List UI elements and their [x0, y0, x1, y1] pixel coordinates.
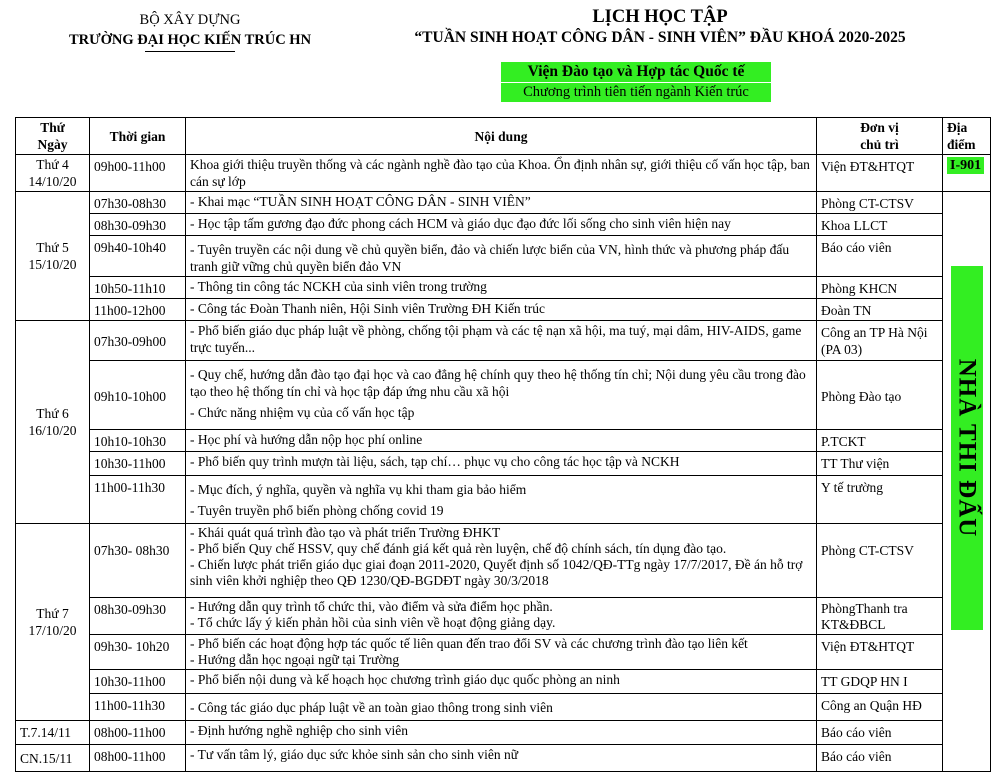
content-cell: - Học phí và hướng dẫn nộp học phí online [186, 430, 817, 452]
time-cell: 10h30-11h00 [90, 670, 186, 694]
unit-cell: Viện ĐT&HTQT [817, 155, 943, 192]
content-cell: - Phổ biến quy trình mượn tài liệu, sách, tạp chí… phục vụ cho công tác học tập và NCKH [186, 452, 817, 476]
table-row [16, 452, 991, 476]
content-cell: - Phổ biến nội dung và kế hoạch học chương trình giáo dục quốc phòng an ninh [186, 670, 817, 694]
ministry-name: BỘ XÂY DỰNG [139, 12, 241, 28]
room-label: I-901 [947, 157, 984, 174]
unit-cell: Khoa LLCT [817, 214, 943, 236]
table-row [16, 670, 991, 694]
content-cell: - Tư vấn tâm lý, giáo dục sức khỏe sinh sản cho sinh viên nữ [186, 745, 817, 772]
col-header-time: Thời gian [90, 118, 186, 155]
content-cell: - Khai mạc “TUẦN SINH HOẠT CÔNG DÂN - SINH VIÊN” [186, 192, 817, 214]
col-header-day: Thứ Ngày [16, 118, 90, 155]
unit-cell: Y tế trường [817, 476, 943, 524]
header-left [40, 10, 340, 52]
content-cell: - Mục đích, ý nghĩa, quyền và nghĩa vụ khi tham gia bảo hiểm - Tuyên truyền phổ biến phòng chống covid 19 [186, 476, 817, 524]
time-cell: 10h10-10h30 [90, 430, 186, 452]
table-row [16, 476, 991, 524]
day-cell: Thứ 7 17/10/20 [16, 524, 90, 721]
table-row [16, 192, 991, 214]
unit-cell: TT GDQP HN I [817, 670, 943, 694]
table-row [16, 155, 991, 192]
time-cell: 07h30- 08h30 [90, 524, 186, 598]
unit-cell: Phòng Đào tạo [817, 361, 943, 430]
content-cell: - Tuyên truyền các nội dung về chủ quyền biển, đảo và chiến lược biển của VN, hình thức và phương pháp đấu tranh giữ vững chủ quyền biển đảo VN [186, 236, 817, 277]
content-cell: - Phổ biến các hoạt động hợp tác quốc tế liên quan đến trao đổi SV và các chương trình đào tạo liên kết - Hướng dẫn học ngoại ngữ tại Trường [186, 635, 817, 670]
unit-cell: P.TCKT [817, 430, 943, 452]
content-cell: - Phổ biến giáo dục pháp luật về phòng, chống tội phạm và các tệ nạn xã hội, ma tuý, mại dâm, HIV-AIDS, game trực tuyến... [186, 321, 817, 361]
unit-cell: Phòng CT-CTSV [817, 192, 943, 214]
document-title: LỊCH HỌC TẬP [592, 7, 728, 27]
table-row [16, 236, 991, 277]
unit-cell: TT Thư viện [817, 452, 943, 476]
table-header-row [16, 118, 991, 155]
unit-cell: Báo cáo viên [817, 236, 943, 277]
table-row [16, 694, 991, 721]
col-header-unit: Đơn vị chủ trì [817, 118, 943, 155]
location-cell-room [943, 155, 991, 192]
time-cell: 08h30-09h30 [90, 214, 186, 236]
content-cell: Khoa giới thiệu truyền thống và các ngành nghề đào tạo của Khoa. Ổn định nhân sự, giới thiệu cố vấn học tập, ban cán sự lớp [186, 155, 817, 192]
header-right [320, 6, 1000, 48]
document-subtitle: “TUẦN SINH HOẠT CÔNG DÂN - SINH VIÊN” ĐẦU KHOÁ 2020-2025 [414, 29, 906, 46]
unit-cell: Báo cáo viên [817, 745, 943, 772]
school-name: TRƯỜNG ĐẠI HỌC KIẾN TRÚC HN [68, 32, 312, 48]
time-cell: 09h10-10h00 [90, 361, 186, 430]
unit-cell: Đoàn TN [817, 299, 943, 321]
unit-cell: Phòng CT-CTSV [817, 524, 943, 598]
content-cell: - Định hướng nghề nghiệp cho sinh viên [186, 721, 817, 745]
day-cell: Thứ 5 15/10/20 [16, 192, 90, 321]
col-header-content: Nội dung [186, 118, 817, 155]
time-cell: 09h40-10h40 [90, 236, 186, 277]
time-cell: 07h30-08h30 [90, 192, 186, 214]
unit-cell: Viện ĐT&HTQT [817, 635, 943, 670]
content-cell: - Quy chế, hướng dẫn đào tạo đại học và cao đẳng hệ chính quy theo hệ thống tín chỉ; Nội dung yêu cầu trong đào tạo theo hệ thống tín chỉ và học tập đáp ứng nhu cầu xã hội - Chức năng nhiệm vụ của cố vấn học tập [186, 361, 817, 430]
table-row [16, 635, 991, 670]
unit-cell: Công an TP Hà Nội (PA 03) [817, 321, 943, 361]
time-cell: 11h00-11h30 [90, 694, 186, 721]
table-row [16, 277, 991, 299]
unit-cell: Công an Quận HĐ [817, 694, 943, 721]
time-cell: 07h30-09h00 [90, 321, 186, 361]
table-row [16, 598, 991, 635]
time-cell: 08h00-11h00 [90, 721, 186, 745]
time-cell: 10h30-11h00 [90, 452, 186, 476]
unit-cell: PhòngThanh tra KT&ĐBCL [817, 598, 943, 635]
table-row [16, 214, 991, 236]
unit-cell: Phòng KHCN [817, 277, 943, 299]
time-cell: 11h00-11h30 [90, 476, 186, 524]
time-cell: 08h00-11h00 [90, 745, 186, 772]
program-name: Chương trình tiên tiến ngành Kiến trúc [501, 83, 771, 102]
table-row [16, 430, 991, 452]
header-underline [145, 51, 235, 52]
day-cell: Thứ 4 14/10/20 [16, 155, 90, 192]
content-cell: - Thông tin công tác NCKH của sinh viên trong trường [186, 277, 817, 299]
table-row [16, 745, 991, 772]
table-row [16, 321, 991, 361]
table-row [16, 299, 991, 321]
content-cell: - Công tác giáo dục pháp luật về an toàn giao thông trong sinh viên [186, 694, 817, 721]
content-cell: - Học tập tấm gương đạo đức phong cách HCM và giáo dục đạo đức lối sống cho sinh viên hiện nay [186, 214, 817, 236]
institute-name: Viện Đào tạo và Hợp tác Quốc tế [501, 62, 771, 82]
day-cell: CN.15/11 [16, 745, 90, 772]
unit-cell: Báo cáo viên [817, 721, 943, 745]
time-cell: 11h00-12h00 [90, 299, 186, 321]
content-cell: - Hướng dẫn quy trình tổ chức thi, vào điểm và sửa điểm học phần. - Tổ chức lấy ý kiến phản hồi của sinh viên về hoạt động giảng dạy. [186, 598, 817, 635]
time-cell: 10h50-11h10 [90, 277, 186, 299]
table-row [16, 361, 991, 430]
location-cell-hall [943, 192, 991, 772]
time-cell: 09h00-11h00 [90, 155, 186, 192]
content-cell: - Công tác Đoàn Thanh niên, Hội Sinh viên Trường ĐH Kiến trúc [186, 299, 817, 321]
table-row [16, 524, 991, 598]
content-cell: - Khái quát quá trình đào tạo và phát triển Trường ĐHKT - Phổ biến Quy chế HSSV, quy chế đánh giá kết quả rèn luyện, chế độ chính sách, tín dụng đào tạo. - Chiến lược phát triển giáo dục giai đoạn 2011-2020, Quyết định số 1042/QĐ-TTg ngày 17/7/2017, Đề án hỗ trợ sinh viên khởi nghiệp theo QĐ 1230/QĐ-BGDĐT ngày 30/3/2018 [186, 524, 817, 598]
hall-label: NHÀ THI ĐẤU [951, 266, 983, 630]
table-row [16, 721, 991, 745]
col-header-location: Địa điểm [943, 118, 991, 155]
time-cell: 08h30-09h30 [90, 598, 186, 635]
day-cell: T.7.14/11 [16, 721, 90, 745]
time-cell: 09h30- 10h20 [90, 635, 186, 670]
schedule-table [15, 117, 991, 772]
day-cell: Thứ 6 16/10/20 [16, 321, 90, 524]
